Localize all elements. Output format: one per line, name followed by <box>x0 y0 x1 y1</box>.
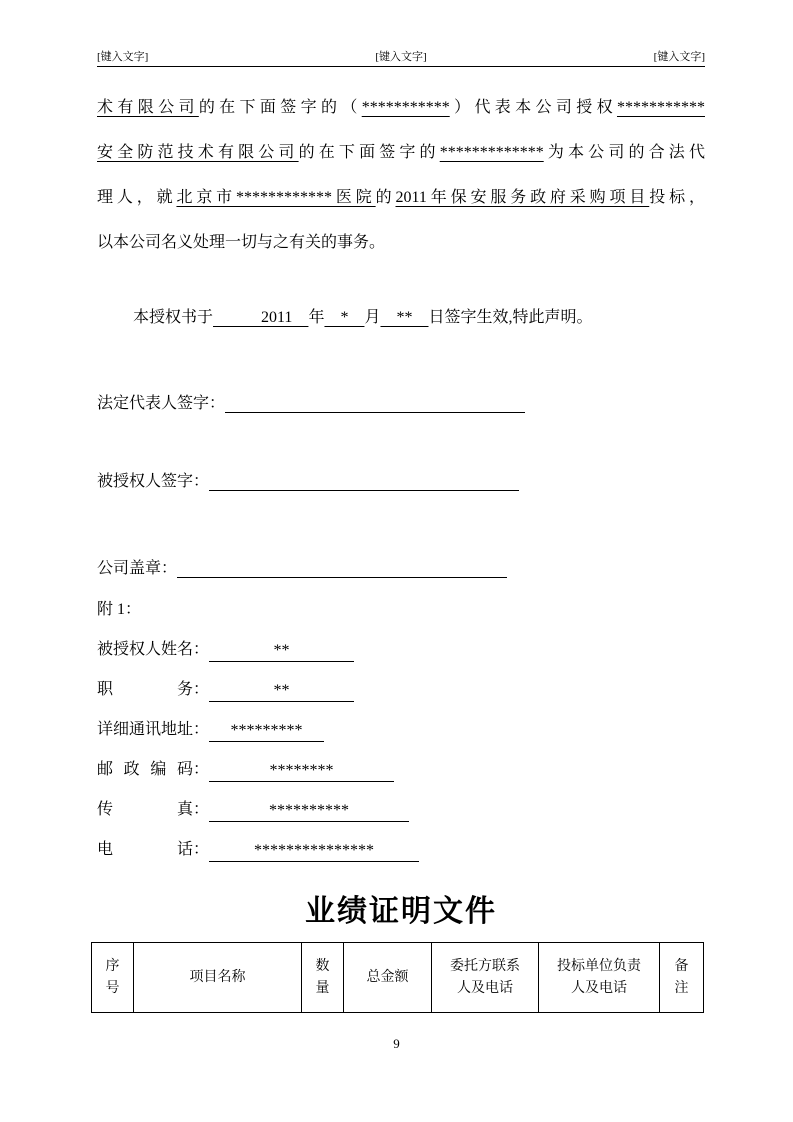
table-header-client-contact: 委托方联系人及电话 <box>432 943 539 1013</box>
text-segment: 理人，就 <box>97 189 177 206</box>
text-segment: *********** <box>361 99 450 116</box>
paragraph-line-2 <box>97 130 705 175</box>
info-colon: ： <box>193 721 210 738</box>
text-segment: 月 <box>364 309 381 326</box>
text-segment: 2011年保安服务政府采购项目 <box>395 189 650 206</box>
info-label: 邮政编码 <box>97 761 193 778</box>
text-segment: * <box>324 309 365 326</box>
info-colon: ： <box>193 761 210 778</box>
text-segment: 投标， <box>649 189 705 206</box>
text-segment: ** <box>380 309 429 326</box>
authorized-person-signature-row <box>97 470 705 494</box>
info-label: 电话 <box>97 841 193 858</box>
info-label: 被授权人姓名 <box>97 641 194 658</box>
authorization-paragraph <box>97 85 705 265</box>
seal-blank-line <box>177 560 507 578</box>
header-placeholder-right[interactable]: [键入文字] <box>653 51 705 63</box>
info-row-authorized-name <box>97 638 705 662</box>
text-segment: 北京市************医院 <box>176 189 376 206</box>
text-segment: 为本公司的合法代 <box>543 144 705 161</box>
info-value: *************** <box>209 839 419 862</box>
paragraph-line-1 <box>97 85 705 130</box>
performance-proof-title: 业绩证明文件 <box>305 895 497 928</box>
info-value: ********** <box>209 799 409 822</box>
company-seal-row <box>97 557 705 581</box>
info-value: ********* <box>209 719 324 742</box>
text-segment: 年 <box>308 309 325 326</box>
text-segment: 的在下面签字的（ <box>198 99 362 116</box>
info-colon: ： <box>193 801 210 818</box>
paragraph-line-3 <box>97 175 705 220</box>
info-row-fax <box>97 798 705 822</box>
text-segment: 以本公司名义处理一切与之有关的事务。 <box>97 234 386 251</box>
info-colon: ： <box>193 641 210 658</box>
paragraph-line-4 <box>97 220 705 265</box>
info-label: 详细通讯地址 <box>97 721 194 738</box>
info-row-address <box>97 718 705 742</box>
attachment-1-label: 附 1： <box>97 601 142 618</box>
company-seal-label: 公司盖章： <box>97 560 178 577</box>
performance-table <box>91 942 704 1013</box>
info-value: ** <box>209 679 354 702</box>
table-header-remarks: 备注 <box>660 943 704 1013</box>
text-segment: 的在下面签字的 <box>298 144 440 161</box>
page-content <box>97 50 705 1013</box>
header-placeholder-left[interactable]: [键入文字] <box>97 51 149 63</box>
table-header-project-name: 项目名称 <box>134 943 302 1013</box>
info-colon: ： <box>193 841 210 858</box>
text-segment: 的 <box>375 189 396 206</box>
page-number: 9 <box>393 1036 400 1051</box>
info-value: ** <box>209 639 354 662</box>
text-segment: 日签字生效,特此声明。 <box>428 309 593 326</box>
info-label: 传真 <box>97 801 193 818</box>
signature-blank-line <box>225 395 525 413</box>
text-segment: ）代表本公司授权 <box>449 99 617 116</box>
table-header-total-amount: 总金额 <box>344 943 432 1013</box>
table-header-bidder-contact: 投标单位负责人及电话 <box>539 943 660 1013</box>
info-row-position <box>97 678 705 702</box>
info-row-postal-code <box>97 758 705 782</box>
header-placeholder-center[interactable]: [键入文字] <box>375 51 427 63</box>
text-segment: 安全防范技术有限公司 <box>97 144 299 161</box>
info-value: ******** <box>209 759 394 782</box>
info-colon: ： <box>193 681 210 698</box>
table-header-row <box>92 943 704 1013</box>
info-label: 职务 <box>97 681 193 698</box>
page-header <box>97 50 705 67</box>
info-row-telephone <box>97 838 705 862</box>
text-segment: 术有限公司 <box>97 99 199 116</box>
legal-representative-signature-label: 法定代表人签字： <box>97 395 226 412</box>
text-segment: 2011 <box>213 309 309 326</box>
text-segment: ************* <box>439 144 544 161</box>
declaration-line <box>97 295 705 340</box>
signature-blank-line <box>209 473 519 491</box>
table-header-serial-number: 序号 <box>92 943 134 1013</box>
text-segment: *********** <box>616 99 705 116</box>
authorized-person-signature-label: 被授权人签字： <box>97 473 210 490</box>
table-header-quantity: 数量 <box>302 943 344 1013</box>
legal-representative-signature-row <box>97 392 705 416</box>
text-segment: 本授权书于 <box>133 309 214 326</box>
